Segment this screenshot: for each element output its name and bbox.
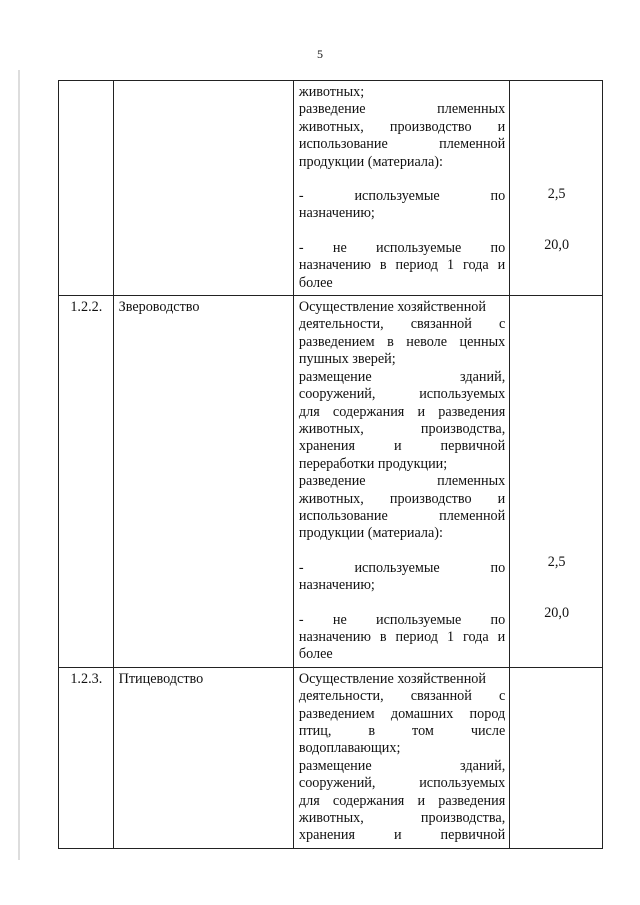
desc-line: Осуществление хозяйственной [298,299,486,316]
desc-line: сооружений, используемых [298,386,506,403]
desc-line: пушных зверей; [298,351,396,368]
desc-line: - не используемые по [298,239,506,256]
desc-line: более [298,646,333,663]
row-rate [510,667,603,848]
desc-line: - не используемые по [298,611,506,628]
desc-line: разведение племенных [298,101,506,118]
desc-line: хранения и первичной [298,438,506,455]
row-description [293,296,509,668]
desc-line: животных, производство и [298,490,506,507]
desc-line: разведением в неволе ценных [298,333,506,350]
row-number: 1.2.3. [59,667,114,848]
desc-line: назначению в период 1 года и [298,628,506,645]
desc-line: назначению; [298,577,375,594]
desc-line: деятельности, связанной с [298,316,506,333]
desc-line: продукции (материала): [298,525,443,542]
rate-value: 20,0 [544,237,570,254]
desc-line: - используемые по [298,559,506,576]
desc-line: более [298,274,333,291]
table-row [59,296,603,668]
desc-line: разведение племенных [298,473,506,490]
desc-line: Осуществление хозяйственной [298,670,486,687]
desc-line: для содержания и разведения [298,403,506,420]
row-number: 1.2.2. [59,296,114,668]
desc-line: животных, производство и [298,118,506,135]
row-number [59,81,114,296]
page-number: 5 [317,47,323,61]
desc-line: размещение зданий, [298,368,506,385]
desc-line: переработки продукции; [298,455,448,472]
desc-line: сооружений, используемых [298,775,506,792]
desc-line: разведением домашних пород [298,705,506,722]
desc-line: животных, производства, [298,420,506,437]
row-name [113,81,293,296]
desc-line: размещение зданий, [298,757,506,774]
table-row [59,667,603,848]
rate-value: 2,5 [547,186,566,202]
desc-line: животных, производства, [298,810,506,827]
row-description [293,667,509,848]
desc-line: водоплавающих; [298,740,401,757]
rate-value: 20,0 [544,605,570,622]
desc-line: назначению в период 1 года и [298,257,506,274]
land-use-table [58,80,603,849]
rate-value: 2,5 [547,554,566,571]
row-description [293,81,509,296]
desc-line: для содержания и разведения [298,792,506,809]
row-rate [510,296,603,668]
desc-line: продукции (материала): [298,153,443,170]
desc-line: использование племенной [298,507,506,524]
desc-line: назначению; [298,205,375,222]
desc-line: - используемые по [298,188,506,205]
desc-line: деятельности, связанной с [298,688,506,705]
desc-line: использование племенной [298,136,506,153]
row-name: Звероводство [113,296,293,668]
row-name: Птицеводство [113,667,293,848]
table-row [59,81,603,296]
scan-edge-mark [18,70,20,860]
row-rate [510,81,603,296]
desc-line: птиц, в том числе [298,723,506,739]
desc-line: хранения и первичной [298,827,506,844]
desc-line: животных; [298,84,365,100]
